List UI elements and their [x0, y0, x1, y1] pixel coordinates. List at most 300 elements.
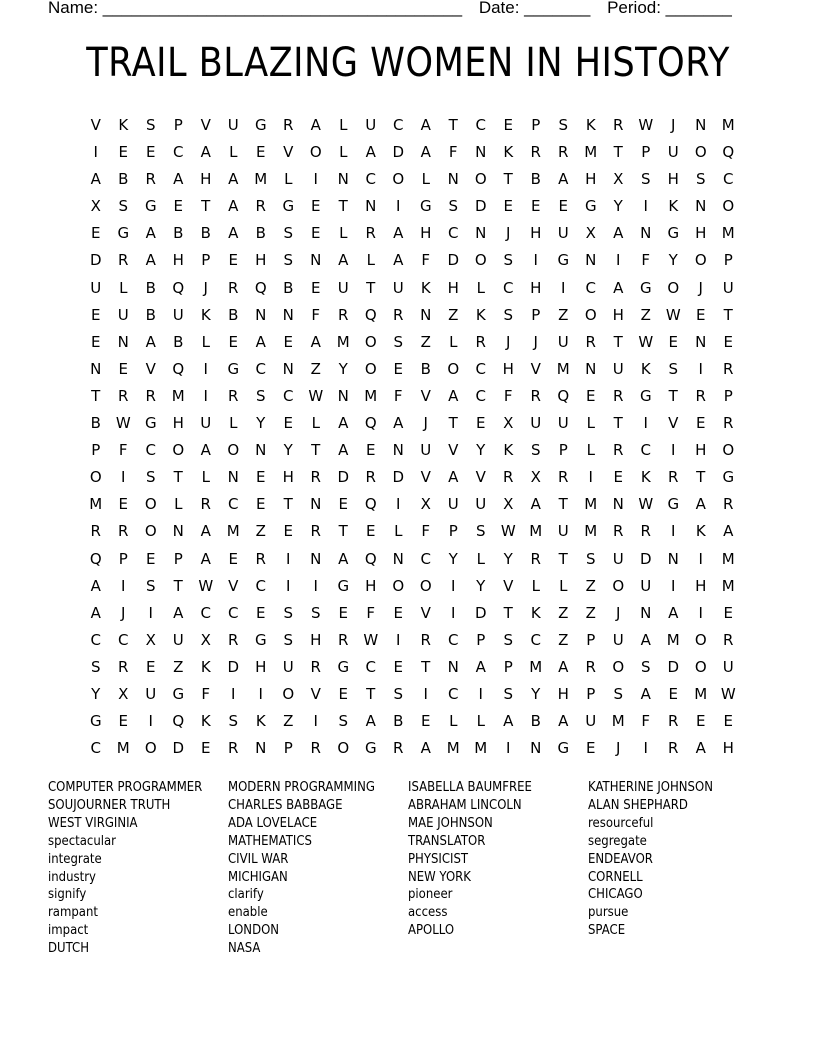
grid-letter: I	[451, 576, 456, 595]
grid-letter: A	[613, 278, 624, 297]
grid-letter: S	[503, 251, 514, 270]
grid-letter: Z	[585, 576, 596, 595]
grid-letter: N	[447, 170, 459, 189]
grid-letter: R	[145, 386, 156, 405]
grid-letter: L	[476, 712, 485, 731]
grid-letter: Z	[558, 305, 569, 324]
grid-letter: H	[557, 684, 569, 703]
grid-letter: E	[256, 143, 266, 162]
grid-letter: E	[91, 224, 101, 243]
grid-letter: H	[585, 170, 597, 189]
grid-letter: I	[396, 495, 401, 514]
grid-letter: Z	[558, 630, 569, 649]
grid-letter: S	[90, 657, 101, 676]
grid-letter: E	[311, 197, 321, 216]
grid-letter: N	[695, 197, 707, 216]
grid-letter: V	[475, 468, 486, 487]
grid-letter: P	[283, 739, 293, 758]
grid-letter: W	[638, 495, 654, 514]
grid-letter: R	[118, 386, 129, 405]
grid-letter: B	[118, 170, 129, 189]
grid-letter: C	[475, 386, 486, 405]
grid-letter: N	[475, 224, 487, 243]
grid-letter: N	[392, 549, 404, 568]
grid-letter: C	[475, 116, 486, 134]
grid-letter: E	[613, 468, 623, 487]
grid-letter: A	[200, 549, 211, 568]
word-bank-item: ABRAHAM LINCOLN	[408, 797, 522, 813]
grid-letter: C	[255, 576, 266, 595]
grid-letter: R	[530, 143, 541, 162]
grid-letter: F	[201, 684, 211, 703]
grid-letter: U	[640, 576, 652, 595]
grid-letter: O	[144, 522, 157, 541]
grid-letter: S	[613, 684, 624, 703]
grid-letter: R	[310, 522, 321, 541]
grid-letter: L	[586, 441, 595, 460]
grid-letter: E	[668, 684, 678, 703]
word-bank-item: segregate	[588, 833, 647, 849]
grid-letter: C	[118, 630, 129, 649]
grid-letter: R	[90, 522, 101, 541]
grid-letter: H	[530, 224, 542, 243]
grid-letter: K	[420, 278, 431, 297]
grid-letter: O	[309, 143, 322, 162]
grid-letter: Q	[89, 549, 102, 568]
grid-letter: M	[89, 495, 103, 514]
grid-letter: G	[282, 197, 295, 216]
grid-letter: N	[337, 386, 349, 405]
grid-letter: P	[173, 116, 183, 134]
grid-letter: U	[557, 332, 569, 351]
grid-letter: U	[337, 278, 349, 297]
grid-letter: C	[90, 739, 101, 758]
grid-letter: A	[200, 143, 211, 162]
grid-letter: E	[146, 143, 156, 162]
word-bank	[48, 779, 768, 958]
grid-letter: A	[228, 197, 239, 216]
grid-letter: I	[423, 684, 428, 703]
grid-letter: A	[420, 116, 431, 134]
grid-letter: N	[667, 549, 679, 568]
grid-letter: N	[447, 657, 459, 676]
grid-letter: H	[282, 468, 294, 487]
grid-letter: D	[639, 549, 652, 568]
grid-letter: H	[365, 576, 377, 595]
grid-letter: J	[698, 278, 703, 297]
word-column	[228, 779, 408, 958]
grid-letter: U	[557, 414, 569, 433]
word-bank-item: enable	[228, 905, 268, 921]
grid-letter: C	[173, 143, 184, 162]
grid-letter: V	[90, 116, 101, 134]
grid-letter: C	[200, 603, 211, 622]
grid-letter: T	[613, 414, 623, 433]
grid-letter: V	[448, 441, 459, 460]
grid-letter: J	[616, 603, 621, 622]
grid-letter: A	[90, 603, 101, 622]
grid-letter: S	[640, 170, 651, 189]
word-bank-item: DUTCH	[48, 941, 90, 957]
grid-letter: Z	[173, 657, 184, 676]
grid-letter: O	[364, 332, 377, 351]
grid-letter: K	[475, 305, 486, 324]
grid-letter: H	[722, 739, 734, 758]
grid-letter: C	[393, 116, 404, 134]
grid-letter: A	[393, 224, 404, 243]
grid-letter: I	[396, 630, 401, 649]
grid-letter: I	[203, 359, 208, 378]
grid-letter: L	[119, 278, 128, 297]
grid-letter: V	[420, 386, 431, 405]
grid-letter: B	[200, 224, 211, 243]
grid-letter: R	[338, 305, 349, 324]
grid-letter: R	[365, 224, 376, 243]
grid-letter: U	[667, 143, 679, 162]
grid-letter: R	[310, 657, 321, 676]
grid-letter: R	[228, 630, 239, 649]
grid-letter: E	[283, 332, 293, 351]
grid-letter: O	[612, 657, 625, 676]
grid-letter: E	[668, 332, 678, 351]
word-bank-item: clarify	[228, 887, 264, 903]
grid-letter: T	[448, 414, 458, 433]
grid-letter: C	[530, 630, 541, 649]
grid-letter: I	[121, 468, 126, 487]
grid-letter: V	[530, 359, 541, 378]
grid-letter: R	[365, 468, 376, 487]
grid-letter: O	[474, 251, 487, 270]
grid-letter: L	[476, 278, 485, 297]
grid-letter: W	[638, 116, 654, 134]
grid-letter: S	[118, 197, 129, 216]
grid-letter: R	[118, 522, 129, 541]
grid-letter: M	[171, 386, 185, 405]
grid-letter: A	[145, 251, 156, 270]
grid-letter: G	[722, 468, 735, 487]
grid-letter: A	[613, 224, 624, 243]
puzzle-title: TRAIL BLAZING WOMEN IN HISTORY	[86, 40, 730, 86]
grid-letter: U	[420, 441, 432, 460]
grid-letter: A	[310, 116, 321, 134]
grid-letter: D	[392, 468, 405, 487]
grid-letter: F	[393, 386, 403, 405]
grid-letter: I	[286, 576, 291, 595]
grid-letter: G	[172, 684, 185, 703]
grid-letter: S	[558, 116, 569, 134]
grid-letter: U	[447, 495, 459, 514]
grid-letter: A	[200, 522, 211, 541]
grid-letter: R	[668, 739, 679, 758]
grid-letter: Z	[283, 712, 294, 731]
grid-letter: C	[723, 170, 734, 189]
grid-letter: L	[201, 468, 210, 487]
grid-letter: V	[503, 576, 514, 595]
grid-letter: X	[420, 495, 431, 514]
grid-letter: E	[696, 414, 706, 433]
grid-letter: G	[364, 739, 377, 758]
word-bank-item: PHYSICIST	[408, 851, 469, 867]
grid-letter: R	[393, 305, 404, 324]
grid-letter: E	[146, 549, 156, 568]
word-bank-item: CORNELL	[588, 869, 643, 885]
grid-letter: R	[420, 630, 431, 649]
grid-letter: I	[148, 712, 153, 731]
grid-letter: G	[337, 576, 350, 595]
grid-letter: Z	[585, 603, 596, 622]
grid-letter: X	[613, 170, 624, 189]
name-field-label: Name: ______________________________________	[48, 0, 463, 17]
word-bank-item: signify	[48, 887, 87, 903]
grid-letter: O	[612, 576, 625, 595]
grid-letter: Y	[613, 197, 623, 216]
grid-letter: I	[313, 712, 318, 731]
grid-letter: N	[585, 359, 597, 378]
word-bank-item: ENDEAVOR	[588, 851, 653, 867]
grid-letter: N	[227, 468, 239, 487]
grid-letter: F	[421, 251, 431, 270]
grid-letter: Q	[364, 305, 377, 324]
grid-letter: S	[393, 684, 404, 703]
grid-letter: U	[172, 630, 184, 649]
grid-letter: Y	[503, 549, 513, 568]
grid-letter: N	[337, 170, 349, 189]
grid-letter: E	[91, 332, 101, 351]
grid-letter: N	[585, 251, 597, 270]
grid-letter: I	[148, 603, 153, 622]
grid-letter: U	[557, 224, 569, 243]
grid-letter: C	[228, 603, 239, 622]
grid-letter: C	[503, 278, 514, 297]
grid-letter: S	[503, 305, 514, 324]
grid-letter: E	[476, 414, 486, 433]
grid-letter: L	[284, 170, 293, 189]
grid-letter: J	[533, 332, 538, 351]
grid-letter: M	[611, 712, 625, 731]
grid-letter: J	[121, 603, 126, 622]
grid-letter: E	[146, 657, 156, 676]
grid-letter: O	[722, 197, 735, 216]
grid-letter: N	[640, 603, 652, 622]
grid-letter: T	[366, 684, 376, 703]
grid-letter: O	[419, 576, 432, 595]
word-bank-item: WEST VIRGINIA	[48, 815, 138, 831]
grid-letter: H	[530, 278, 542, 297]
grid-letter: D	[337, 468, 350, 487]
grid-letter: P	[476, 630, 486, 649]
grid-letter: T	[311, 441, 321, 460]
grid-letter: L	[311, 414, 320, 433]
grid-letter: L	[586, 414, 595, 433]
grid-letter: B	[228, 305, 239, 324]
grid-letter: I	[478, 684, 483, 703]
grid-letter: T	[421, 657, 431, 676]
grid-letter: A	[558, 712, 569, 731]
grid-letter: A	[365, 143, 376, 162]
grid-letter: O	[694, 143, 707, 162]
grid-letter: R	[613, 386, 624, 405]
grid-letter: P	[91, 441, 101, 460]
grid-letter: N	[392, 441, 404, 460]
grid-letter: K	[503, 143, 514, 162]
grid-letter: E	[228, 332, 238, 351]
grid-letter: E	[503, 116, 513, 134]
word-bank-item: SOUJOURNER TRUTH	[48, 797, 171, 813]
grid-letter: O	[474, 170, 487, 189]
grid-letter: R	[613, 522, 624, 541]
grid-letter: T	[613, 332, 623, 351]
grid-letter: I	[313, 576, 318, 595]
grid-letter: R	[228, 386, 239, 405]
grid-letter: R	[723, 495, 734, 514]
grid-letter: W	[500, 522, 516, 541]
grid-letter: N	[282, 305, 294, 324]
grid-letter: U	[282, 657, 294, 676]
grid-letter: F	[118, 441, 128, 460]
grid-letter: U	[612, 359, 624, 378]
grid-letter: K	[640, 359, 651, 378]
word-column	[588, 779, 768, 958]
grid-letter: F	[366, 603, 376, 622]
grid-letter: K	[200, 712, 211, 731]
grid-letter: F	[421, 522, 431, 541]
word-bank-item: resourceful	[588, 815, 654, 831]
grid-letter: B	[283, 278, 294, 297]
grid-letter: P	[558, 441, 568, 460]
word-bank-item: MAE JOHNSON	[408, 815, 493, 831]
grid-letter: Y	[256, 414, 266, 433]
grid-letter: A	[145, 332, 156, 351]
grid-letter: L	[394, 522, 403, 541]
grid-letter: E	[283, 522, 293, 541]
grid-letter: O	[392, 576, 405, 595]
grid-letter: R	[338, 630, 349, 649]
grid-letter: Z	[310, 359, 321, 378]
grid-letter: P	[723, 251, 733, 270]
grid-letter: K	[200, 657, 211, 676]
word-bank-item: KATHERINE JOHNSON	[588, 780, 713, 795]
grid-letter: R	[613, 441, 624, 460]
grid-letter: U	[365, 116, 377, 134]
grid-letter: J	[203, 278, 208, 297]
grid-letter: W	[363, 630, 379, 649]
grid-letter: A	[640, 684, 651, 703]
grid-letter: U	[530, 414, 542, 433]
grid-letter: E	[311, 278, 321, 297]
grid-letter: Q	[254, 278, 267, 297]
grid-letter: X	[118, 684, 129, 703]
grid-letter: D	[667, 657, 680, 676]
grid-letter: L	[476, 549, 485, 568]
grid-letter: E	[696, 305, 706, 324]
grid-letter: I	[671, 441, 676, 460]
grid-letter: E	[586, 739, 596, 758]
grid-letter: G	[639, 386, 652, 405]
grid-letter: K	[585, 116, 596, 134]
grid-letter: A	[558, 170, 569, 189]
grid-letter: D	[474, 603, 487, 622]
word-bank-item: TRANSLATOR	[408, 833, 486, 849]
grid-letter: J	[423, 414, 428, 433]
word-bank-item: SPACE	[588, 923, 626, 939]
date-field-label: Date: _______	[478, 0, 591, 17]
grid-letter: N	[530, 739, 542, 758]
grid-letter: G	[419, 197, 432, 216]
grid-letter: A	[338, 549, 349, 568]
grid-letter: N	[365, 197, 377, 216]
grid-letter: Y	[448, 549, 458, 568]
grid-letter: I	[643, 197, 648, 216]
grid-letter: I	[698, 603, 703, 622]
grid-letter: U	[585, 712, 597, 731]
grid-letter: T	[448, 116, 458, 134]
grid-letter: E	[723, 603, 733, 622]
grid-letter: S	[145, 468, 156, 487]
grid-letter: S	[228, 712, 239, 731]
grid-letter: M	[254, 170, 268, 189]
grid-letter: N	[475, 143, 487, 162]
word-bank-item: industry	[48, 869, 96, 885]
grid-letter: R	[475, 332, 486, 351]
grid-letter: H	[502, 359, 514, 378]
grid-letter: B	[530, 712, 541, 731]
grid-letter: G	[89, 712, 102, 731]
grid-letter: T	[558, 495, 568, 514]
grid-letter: L	[339, 116, 348, 134]
grid-letter: U	[722, 278, 734, 297]
grid-letter: V	[668, 414, 679, 433]
grid-letter: E	[338, 684, 348, 703]
grid-letter: T	[201, 197, 211, 216]
grid-letter: I	[506, 739, 511, 758]
grid-letter: H	[667, 170, 679, 189]
grid-letter: Q	[722, 143, 735, 162]
grid-letter: R	[585, 657, 596, 676]
grid-letter: N	[612, 495, 624, 514]
grid-letter: V	[200, 116, 211, 134]
grid-letter: E	[118, 359, 128, 378]
grid-letter: C	[283, 386, 294, 405]
word-bank-item: access	[408, 905, 448, 921]
grid-letter: I	[643, 414, 648, 433]
grid-letter: K	[200, 305, 211, 324]
grid-letter: L	[174, 495, 183, 514]
word-bank-item: spectacular	[48, 833, 116, 849]
grid-letter: G	[557, 739, 570, 758]
grid-letter: L	[559, 576, 568, 595]
grid-letter: X	[503, 414, 514, 433]
grid-letter: S	[283, 224, 294, 243]
grid-letter: M	[446, 739, 460, 758]
grid-letter: E	[586, 386, 596, 405]
grid-letter: Y	[531, 684, 541, 703]
grid-letter: T	[338, 197, 348, 216]
grid-letter: A	[200, 441, 211, 460]
grid-letter: G	[557, 251, 570, 270]
grid-letter: Y	[283, 441, 293, 460]
grid-letter: L	[229, 143, 238, 162]
grid-letter: Z	[448, 305, 459, 324]
word-bank-item: rampant	[48, 905, 98, 921]
grid-letter: A	[393, 414, 404, 433]
grid-letter: B	[173, 332, 184, 351]
grid-letter: X	[145, 630, 156, 649]
grid-letter: I	[286, 549, 291, 568]
grid-letter: S	[475, 522, 486, 541]
grid-letter: P	[586, 630, 596, 649]
grid-letter: W	[720, 684, 736, 703]
grid-letter: Q	[172, 278, 185, 297]
